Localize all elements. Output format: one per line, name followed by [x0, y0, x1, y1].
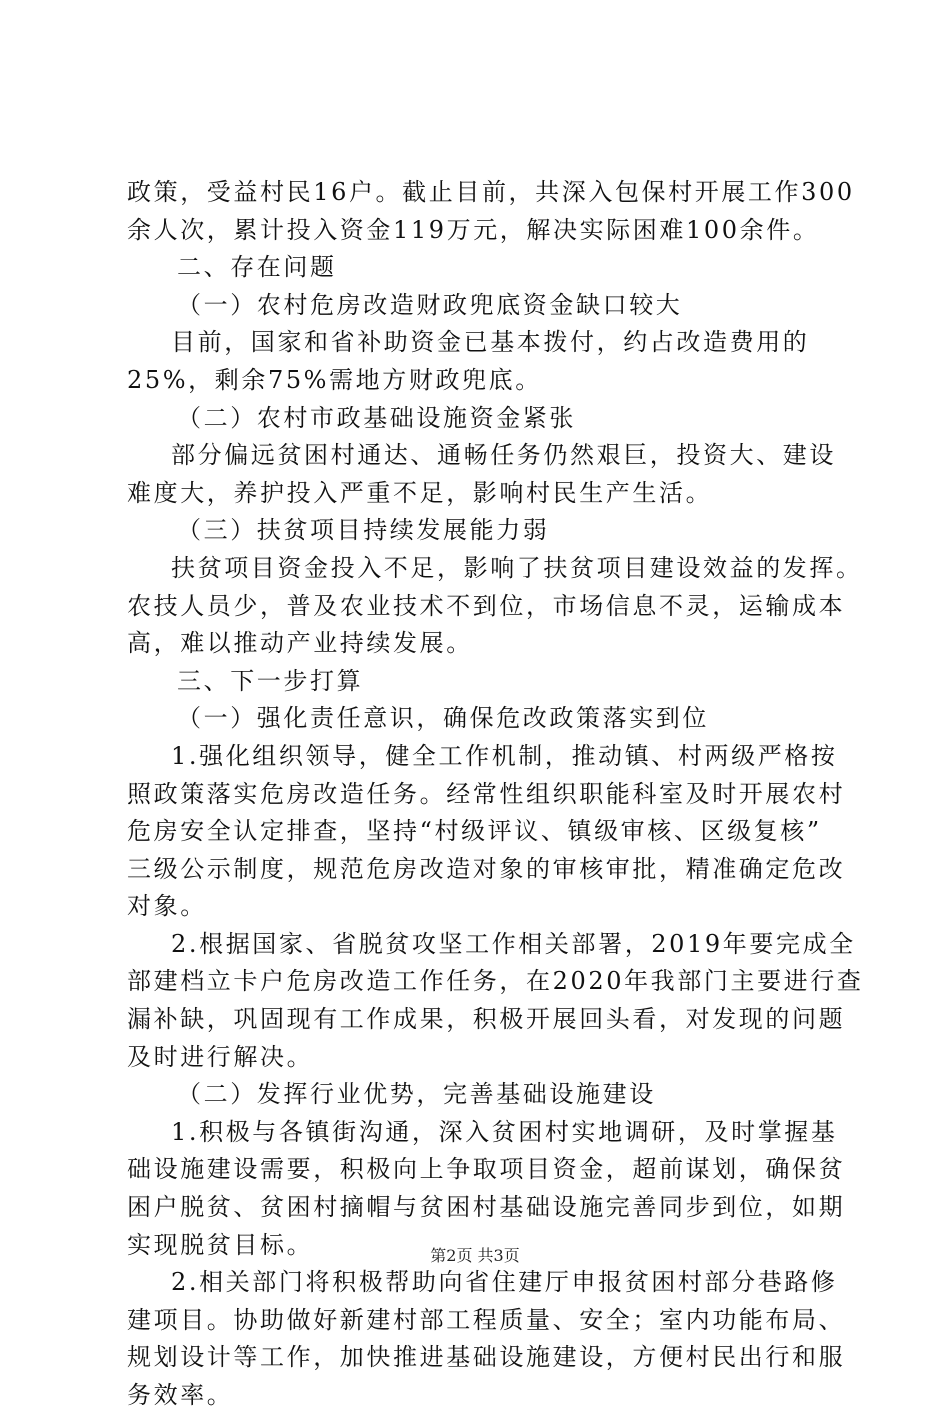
- paragraph-start: 2.相关部门将积极帮助向省住建厅申报贫困村部分巷路修: [171, 1268, 838, 1297]
- body-line: 余人次，累计投入资金119万元，解决实际困难100余件。: [127, 215, 820, 244]
- paragraph-start: 2.根据国家、省脱贫攻坚工作相关部署，2019年要完成全: [171, 929, 856, 958]
- paragraph-start: 部分偏远贫困村通达、通畅任务仍然艰巨，投资大、建设: [171, 441, 836, 470]
- body-line: 困户脱贫、贫困村摘帽与贫困村基础设施完善同步到位，如期: [127, 1193, 846, 1222]
- page-number-footer: 第2页 共3页: [430, 1246, 520, 1265]
- section-heading: 三、下一步打算: [177, 666, 364, 695]
- body-line: 漏补缺，巩固现有工作成果，积极开展回头看，对发现的问题: [127, 1005, 846, 1034]
- body-line: 政策，受益村民16户。截止目前，共深入包保村开展工作300: [127, 178, 855, 206]
- body-line: 照政策落实危房改造任务。经常性组织职能科室及时开展农村: [127, 779, 846, 808]
- paragraph-start: 1.强化组织领导，健全工作机制，推动镇、村两级严格按: [171, 741, 838, 770]
- body-line: 规划设计等工作，加快推进基础设施建设，方便村民出行和服: [127, 1343, 846, 1372]
- body-line: 高，难以推动产业持续发展。: [127, 629, 473, 658]
- body-line: 建项目。协助做好新建村部工程质量、安全；室内功能布局、: [127, 1305, 846, 1334]
- body-line: 三级公示制度，规范危房改造对象的审核审批，精准确定危改: [127, 854, 846, 883]
- document-body: [127, 174, 864, 1415]
- subsection-heading: （二）发挥行业优势，完善基础设施建设: [177, 1080, 656, 1109]
- paragraph-start: 扶贫项目资金投入不足，影响了扶贫项目建设效益的发挥。: [171, 553, 863, 582]
- body-line: 危房安全认定排查，坚持“村级评议、镇级审核、区级复核”: [127, 817, 822, 846]
- paragraph-start: 目前，国家和省补助资金已基本拨付，约占改造费用的: [171, 328, 810, 357]
- body-line: 难度大，养护投入严重不足，影响村民生产生活。: [127, 478, 713, 507]
- body-line: 对象。: [127, 892, 207, 921]
- body-line: 部建档立卡户危房改造工作任务，在2020年我部门主要进行查: [127, 967, 864, 996]
- section-heading: 二、存在问题: [177, 253, 337, 282]
- subsection-heading: （一）农村危房改造财政兜底资金缺口较大: [177, 290, 683, 319]
- paragraph-start: 1.积极与各镇街沟通，深入贫困村实地调研，及时掌握基: [171, 1117, 838, 1146]
- body-line: 25%，剩余75%需地方财政兜底。: [127, 365, 542, 394]
- body-line: 及时进行解决。: [127, 1042, 314, 1071]
- body-line: 础设施建设需要，积极向上争取项目资金，超前谋划，确保贫: [127, 1155, 846, 1184]
- body-line: 务效率。: [127, 1381, 234, 1409]
- subsection-heading: （一）强化责任意识，确保危改政策落实到位: [177, 704, 709, 733]
- body-line: 实现脱贫目标。: [127, 1230, 314, 1259]
- subsection-heading: （三）扶贫项目持续发展能力弱: [177, 516, 550, 545]
- subsection-heading: （二）农村市政基础设施资金紧张: [177, 403, 576, 432]
- body-line: 农技人员少，普及农业技术不到位，市场信息不灵，运输成本: [127, 591, 846, 620]
